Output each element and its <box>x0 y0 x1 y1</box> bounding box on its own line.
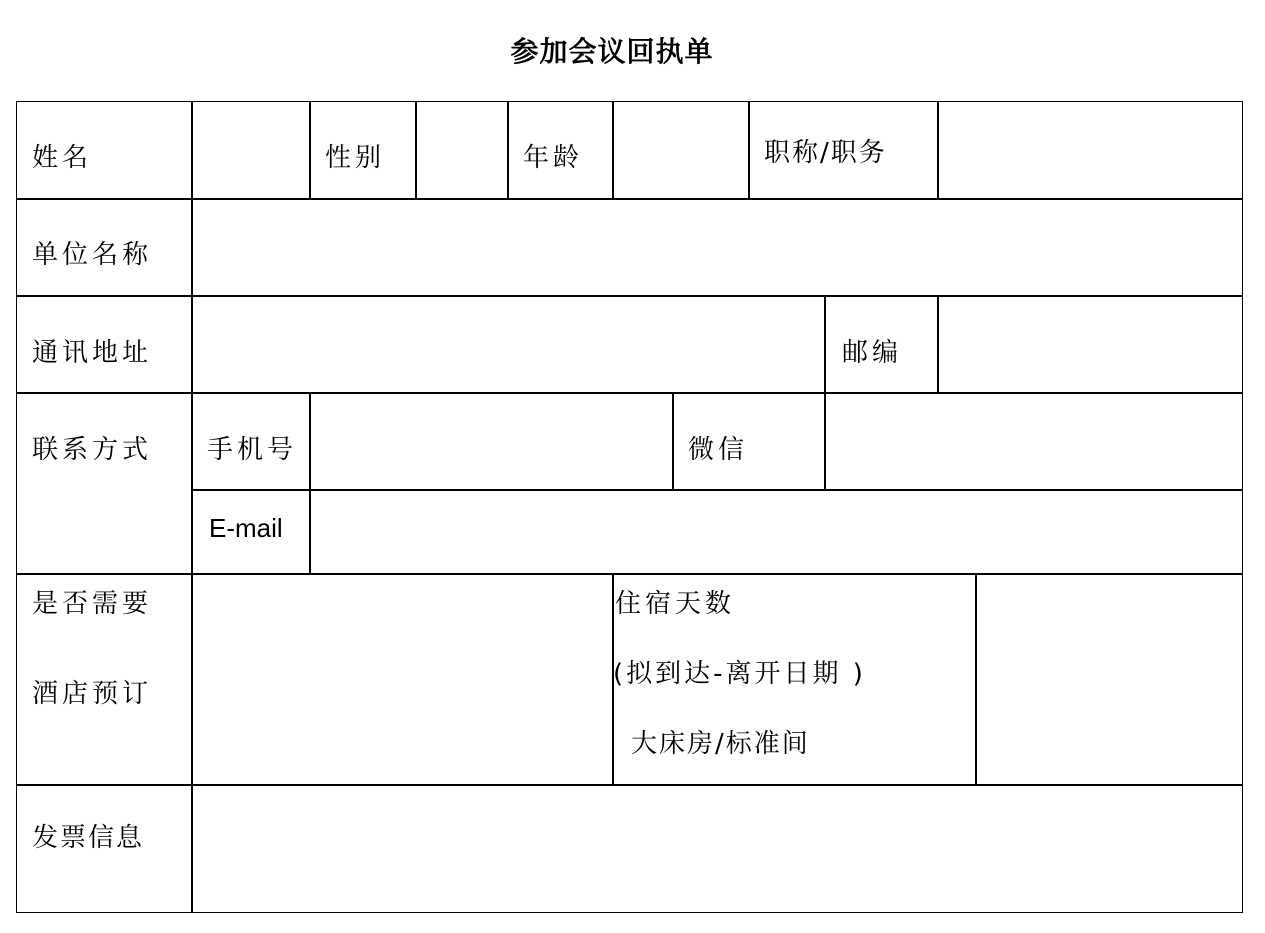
wechat-field[interactable] <box>826 394 1241 488</box>
organization-field[interactable] <box>193 200 1241 294</box>
stay-label-line3: 大床房/标准间 <box>631 729 810 759</box>
email-field[interactable] <box>311 491 1241 572</box>
name-field[interactable] <box>193 103 308 197</box>
column-divider <box>507 101 509 198</box>
organization-label: 单位名称 <box>32 240 153 270</box>
column-divider <box>824 295 826 392</box>
gender-field[interactable] <box>417 103 506 197</box>
stay-label-line2: (拟到达-离开日期 ) <box>613 659 866 689</box>
column-divider <box>748 101 750 198</box>
hotel-label-line2: 酒店预订 <box>32 679 153 709</box>
postcode-label: 邮编 <box>842 338 903 368</box>
stay-field[interactable] <box>977 575 1241 783</box>
mobile-label: 手机号 <box>207 435 298 465</box>
address-label: 通讯地址 <box>32 338 153 368</box>
column-divider <box>672 392 674 489</box>
age-label: 年龄 <box>523 143 584 173</box>
invoice-field[interactable] <box>193 786 1241 911</box>
mobile-field[interactable] <box>311 394 671 488</box>
wechat-label: 微信 <box>688 435 749 465</box>
age-field[interactable] <box>614 103 747 197</box>
email-label: E-mail <box>209 513 283 543</box>
position-field[interactable] <box>939 103 1241 197</box>
name-label: 姓名 <box>32 143 93 173</box>
invoice-label: 发票信息 <box>32 823 145 853</box>
column-divider <box>309 101 311 198</box>
position-label: 职称/职务 <box>764 138 887 168</box>
hotel-label-line1: 是否需要 <box>32 589 153 619</box>
form-title: 参加会议回执单 <box>510 35 714 68</box>
gender-label: 性别 <box>325 143 386 173</box>
postcode-field[interactable] <box>939 297 1241 391</box>
contact-label: 联系方式 <box>32 435 153 465</box>
stay-label-line1: 住宿天数 <box>615 589 736 619</box>
hotel-field[interactable] <box>193 575 611 783</box>
address-field[interactable] <box>193 297 823 391</box>
